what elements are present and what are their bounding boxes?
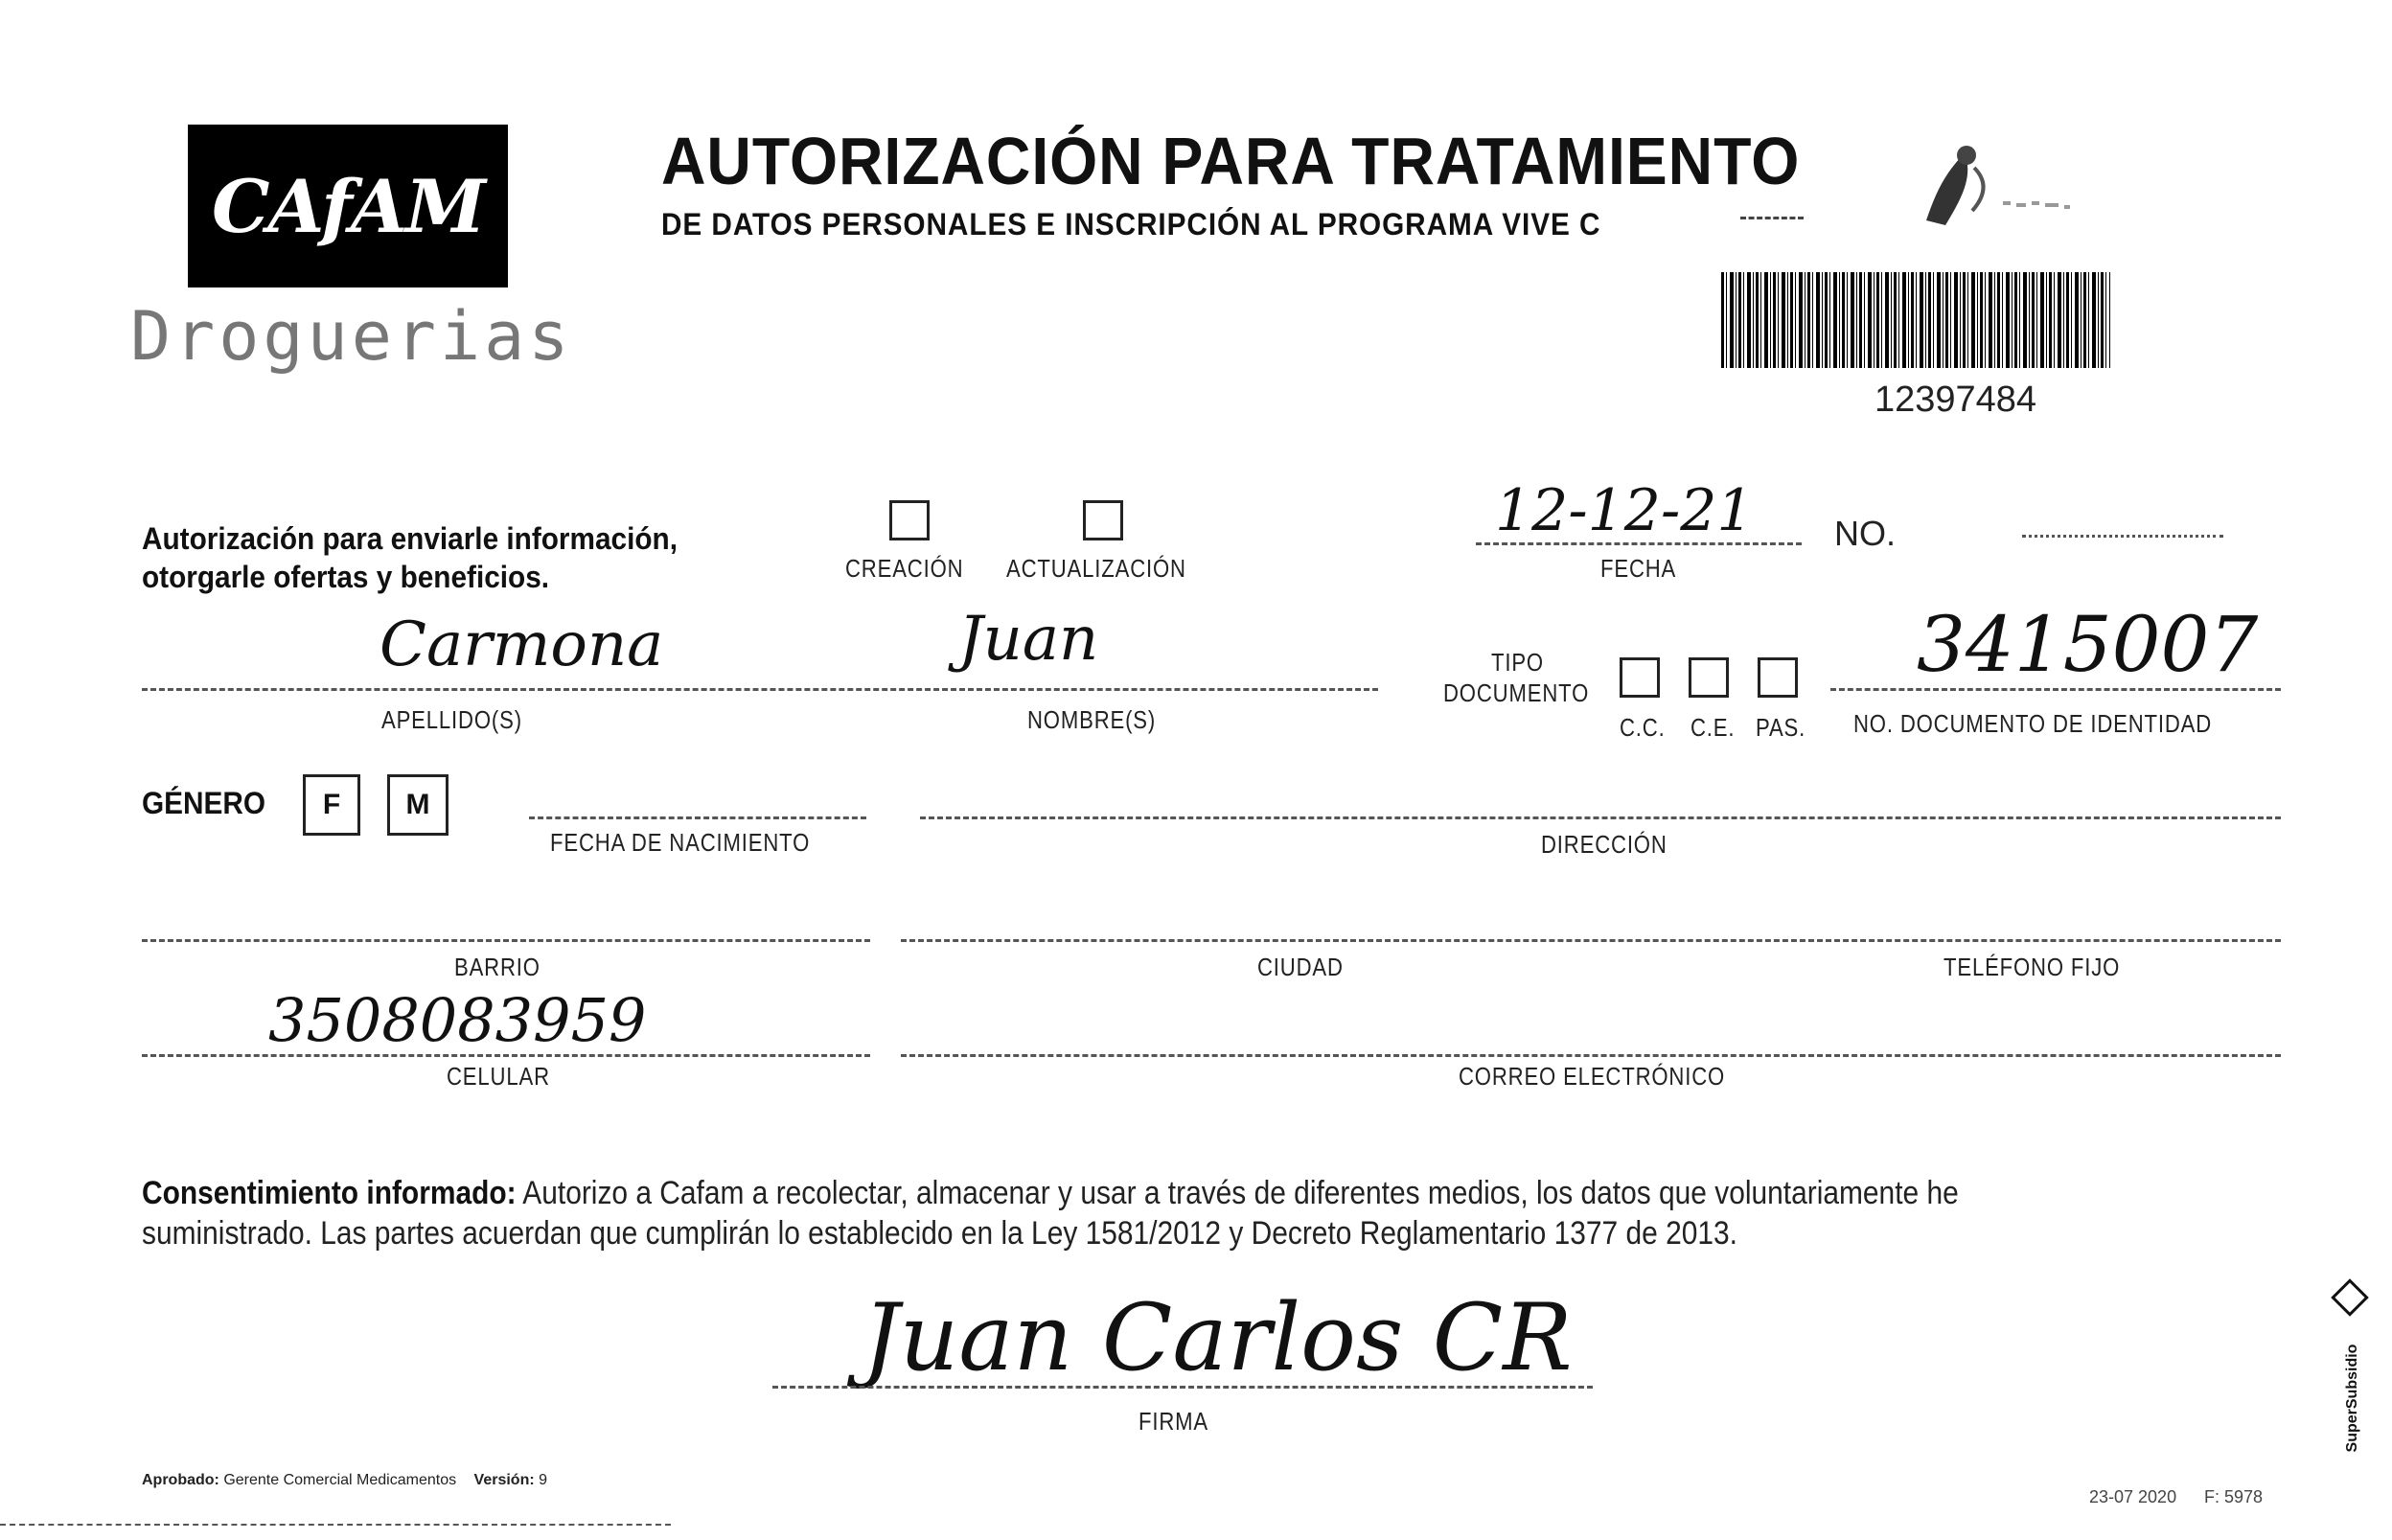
tipo-documento-label-1: TIPO: [1491, 648, 1544, 677]
barrio-label: BARRIO: [454, 953, 540, 981]
barcode: [1721, 272, 2110, 368]
genero-label: GÉNERO: [142, 786, 265, 820]
page-subtitle: DE DATOS PERSONALES E INSCRIPCIÓN AL PROGRAMA VIVE C: [661, 207, 1601, 241]
vive-emblem-icon: [1917, 134, 2128, 240]
subtitle-trail: [1740, 217, 1804, 219]
fecha-value[interactable]: 12-12-21: [1495, 477, 1754, 544]
page-title: AUTORIZACIÓN PARA TRATAMIENTO: [661, 124, 1801, 198]
fecha-label: FECHA: [1600, 554, 1677, 583]
barcode-number: 12397484: [1874, 379, 2037, 420]
consent-heading: Consentimiento informado:: [142, 1175, 517, 1211]
genero-m-checkbox[interactable]: [387, 774, 448, 836]
aprobado-value: Gerente Comercial Medicamentos: [223, 1472, 457, 1488]
aprobado-label: Aprobado:: [142, 1472, 219, 1488]
celular-value[interactable]: 3508083959: [268, 985, 647, 1055]
cc-checkbox[interactable]: [1620, 657, 1660, 698]
logo-subtext: Droguerias: [130, 297, 573, 376]
consent-text-2: suministrado. Las partes acuerdan que cumplirán lo establecido en la Ley 1581/2012 y Decreto Reglamentario 1377 de 2013.: [142, 1215, 1737, 1252]
ciudad-label: CIUDAD: [1257, 953, 1344, 981]
doc-option-cc: C.C.: [1620, 713, 1666, 742]
tipo-documento-label-2: DOCUMENTO: [1443, 678, 1590, 707]
footer-form-code: F: 5978: [2204, 1487, 2264, 1506]
actualizacion-checkbox[interactable]: [1083, 500, 1123, 540]
footer-approval: [142, 1472, 547, 1489]
actualizacion-label: ACTUALIZACIÓN: [1006, 554, 1186, 583]
nombres-value[interactable]: Juan: [958, 604, 1099, 675]
supersubsidio-icon: [2331, 1278, 2369, 1317]
intro-line-1: Autorización para enviarle información,: [142, 521, 678, 556]
logo-text: CAfAM: [212, 163, 484, 249]
no-documento-label: NO. DOCUMENTO DE IDENTIDAD: [1853, 709, 2213, 738]
version-value: 9: [539, 1472, 548, 1488]
no-documento-value[interactable]: 3415007: [1917, 600, 2259, 689]
doc-option-ce: C.E.: [1690, 713, 1736, 742]
doc-option-pas: PAS.: [1756, 713, 1806, 742]
consent-paragraph: [142, 1173, 2352, 1253]
ce-checkbox[interactable]: [1689, 657, 1729, 698]
celular-label: CELULAR: [447, 1062, 550, 1091]
side-brand: [2331, 1284, 2369, 1514]
side-brand-text: SuperSubsidio: [2344, 1344, 2360, 1453]
genero-f-checkbox[interactable]: [303, 774, 360, 836]
version-label: Versión:: [473, 1472, 535, 1488]
pas-checkbox[interactable]: [1758, 657, 1798, 698]
cafam-logo: [188, 125, 508, 287]
genero-f-label: F: [322, 789, 341, 820]
creacion-label: CREACIÓN: [845, 554, 964, 583]
creacion-checkbox[interactable]: [889, 500, 930, 540]
apellidos-label: APELLIDO(S): [381, 705, 522, 734]
genero-m-label: M: [405, 789, 430, 820]
apellidos-value[interactable]: Carmona: [380, 609, 664, 680]
footer-date: 23-07 2020: [2089, 1487, 2177, 1506]
signature-value[interactable]: Juan Carlos CR: [862, 1284, 1573, 1391]
fecha-nacimiento-label: FECHA DE NACIMIENTO: [550, 828, 811, 857]
intro-line-2: otorgarle ofertas y beneficios.: [142, 560, 550, 594]
signature-label: FIRMA: [1138, 1407, 1209, 1436]
consent-text-1: Autorizo a Cafam a recolectar, almacenar y usar a través de diferentes medios, los datos que voluntariamente he: [516, 1175, 1959, 1211]
telefono-label: TELÉFONO FIJO: [1944, 953, 2121, 981]
direccion-label: DIRECCIÓN: [1541, 830, 1668, 859]
correo-label: CORREO ELECTRÓNICO: [1459, 1062, 1726, 1091]
numero-label: NO.: [1834, 514, 1897, 553]
nombres-label: NOMBRE(S): [1027, 705, 1157, 734]
